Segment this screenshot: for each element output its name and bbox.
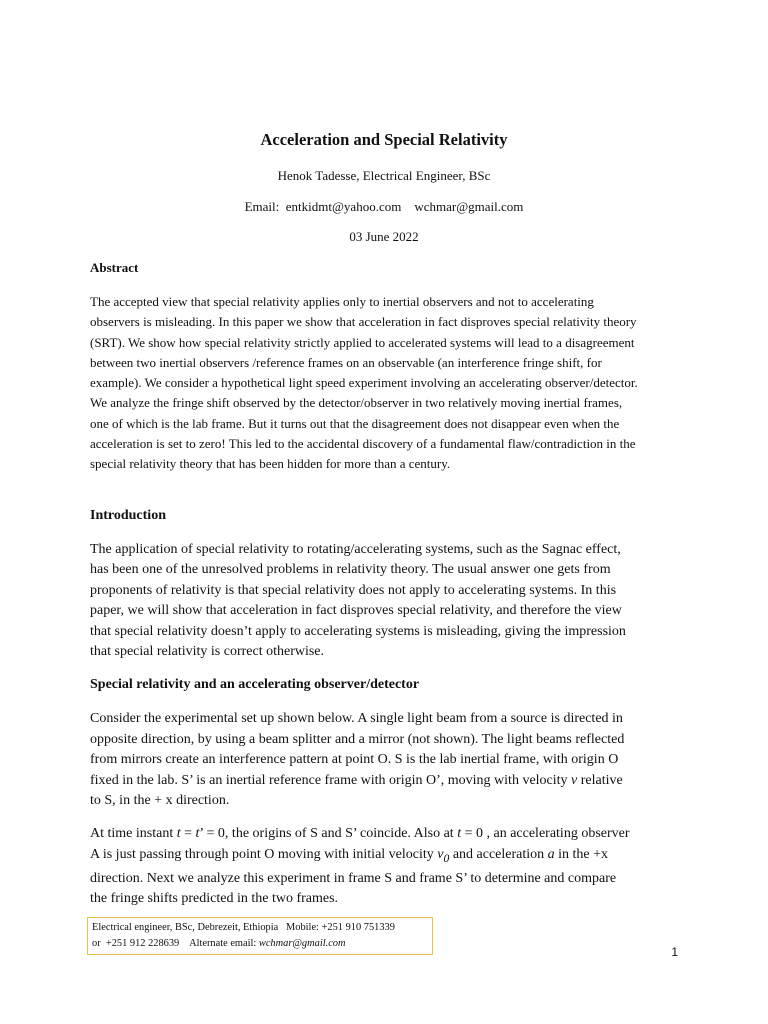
abstract-paragraph [90, 292, 690, 475]
time-symbol: t [176, 826, 181, 841]
setup-line: to S, in the + x direction. [90, 793, 230, 808]
abstract-line: observers is misleading. In this paper we show that acceleration in fact disproves special relativity theory [90, 314, 637, 330]
alternate-email: wchmar@gmail.com [258, 937, 346, 949]
setup-line: from mirrors create an interference pattern at point O. S is the lab inertial frame, with origin O [90, 752, 619, 767]
intro-line: has been one of the unresolved problems in relativity theory. The usual answer one gets from [90, 562, 611, 578]
date-line: 03 June 2022 [349, 229, 419, 244]
time-text: = [180, 826, 196, 841]
time-symbol: t [457, 826, 462, 841]
setup-line: Consider the experimental set up shown below. A single light beam from a source is directed in [90, 711, 623, 726]
acceleration-symbol: a [547, 846, 555, 862]
time-text: ’ = 0, the origins of S and S’ coincide. Also at [199, 826, 458, 841]
abstract-line: example). We consider a hypothetical light speed experiment involving an accelerating observer/detector. [90, 375, 638, 391]
footnote-box [87, 917, 433, 955]
abstract-line: (SRT). We show how special relativity strictly applied to accelerated systems will lead to a disagreement [90, 334, 635, 350]
time-instant-paragraph [90, 824, 690, 910]
initial-velocity-subscript: 0 [443, 851, 450, 865]
page-number: 1 [671, 945, 678, 959]
footnote-line: Electrical engineer, BSc, Debrezeit, Ethiopia Mobile: +251 910 751339 [92, 922, 395, 933]
intro-line: paper, we will show that acceleration in fact disproves special relativity, and therefore the view [90, 603, 622, 619]
time-text: At time instant [90, 826, 177, 841]
intro-line: that special relativity doesn’t apply to accelerating systems is misleading, giving the impression [90, 623, 626, 639]
time-line [90, 845, 690, 869]
setup-text: fixed in the lab. S’ is an inertial reference frame with origin O’, moving with velocity [90, 772, 572, 788]
introduction-paragraph [90, 540, 690, 662]
time-line [90, 824, 690, 845]
abstract-line: We analyze the fringe shift observed by the detector/observer in two relatively moving inertial frames, [90, 395, 623, 411]
introduction-heading: Introduction [90, 508, 166, 523]
abstract-heading: Abstract [90, 260, 139, 275]
time-text: in the +x [554, 846, 609, 862]
setup-text: relative [577, 772, 623, 788]
setup-line: opposite direction, by using a beam splitter and a mirror (not shown). The light beams reflected [90, 731, 625, 747]
email-line: Email: entkidmt@yahoo.com wchmar@gmail.com [244, 199, 524, 214]
intro-line: The application of special relativity to rotating/accelerating systems, such as the Sagnac effect, [90, 542, 621, 557]
setup-line [90, 771, 690, 792]
time-text: = 0 , an accelerating observer [461, 826, 630, 841]
paper-title: Acceleration and Special Relativity [260, 130, 508, 149]
abstract-line: between two inertial observers /reference frames on an observable (an interference fringe shift, for [90, 354, 602, 370]
velocity-symbol: v [571, 772, 578, 788]
abstract-line: special relativity theory that has been hidden for more than a century. [90, 456, 451, 472]
initial-velocity-symbol: v [437, 846, 444, 862]
footnote-line [92, 936, 428, 952]
special-relativity-heading: Special relativity and an accelerating observer/detector [90, 677, 420, 692]
abstract-line: acceleration is set to zero! This led to the accidental discovery of a fundamental flaw/contradiction in the [90, 436, 636, 452]
setup-paragraph [90, 709, 690, 812]
time-text: and acceleration [449, 846, 548, 862]
intro-line: proponents of relativity is that special relativity does not apply to accelerating systems. In this [90, 582, 617, 598]
time-text: A is just passing through point O moving with initial velocity [90, 846, 438, 862]
author-line: Henok Tadesse, Electrical Engineer, BSc [277, 168, 491, 183]
time-prime-symbol: t [195, 826, 200, 841]
intro-line: that special relativity is correct otherwise. [90, 644, 325, 660]
time-line: the fringe shifts predicted in the two frames. [90, 891, 339, 907]
footnote-text: or +251 912 228639 Alternate email: [92, 937, 259, 949]
abstract-line: one of which is the lab frame. But it turns out that the disagreement does not disappear even when the [90, 415, 620, 431]
abstract-line: The accepted view that special relativity applies only to inertial observers and not to accelerating [90, 294, 594, 309]
time-line: direction. Next we analyze this experiment in frame S and frame S’ to determine and compare [90, 870, 617, 886]
